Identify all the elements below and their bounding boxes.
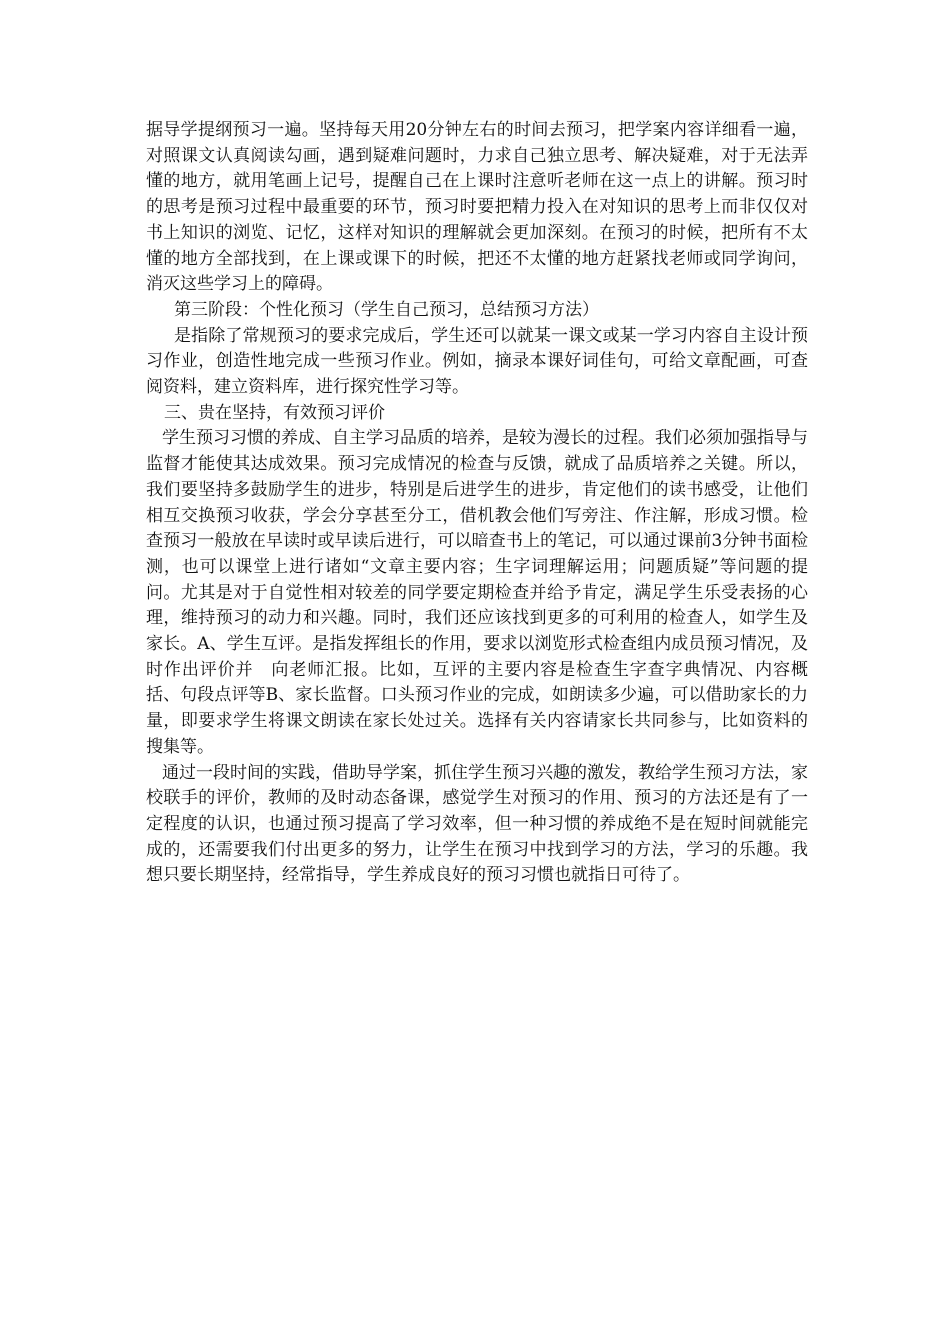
paragraph-conclusion: 通过一段时间的实践，借助导学案，抓住学生预习兴趣的激发，教给学生预习方法，家校联手的评价，教师的及时动态备课，感觉学生对预习的作用、预习的方法还是有了一定程度的认识，也通过预习提高了学习效率，但一种习惯的养成绝不是在短时间就能完成的，还需要我们付出更多的努力，让学生在预习中找到学习的方法，学习的乐趣。我想只要长期坚持，经常指导，学生养成良好的预习习惯也就指日可待了。 [146, 762, 808, 886]
document-body [146, 118, 808, 889]
paragraph-personalized-preview: 是指除了常规预习的要求完成后，学生还可以就某一课文或某一学习内容自主设计预习作业，创造性地完成一些预习作业。例如，摘录本课好词佳句，可给文章配画，可查阅资料，建立资料库，进行探究性学习等。 [146, 325, 808, 398]
paragraph-evaluation: 学生预习习惯的养成、自主学习品质的培养，是较为漫长的过程。我们必须加强指导与监督才能使其达成效果。预习完成情况的检查与反馈，就成了品质培养之关键。所以，我们要坚持多鼓励学生的进步，特别是后进学生的进步，肯定他们的读书感受，让他们相互交换预习收获，学会分享甚至分工，借机教会他们写旁注、作注解，形成习惯。检查预习一般放在早读时或早读后进行，可以暗查书上的笔记，可以通过课前3分钟书面检测，也可以课堂上进行诸如“文章主要内容；生字词理解运用；问题质疑”等问题的提问。尤其是对于自觉性相对较差的同学要定期检查并给予肯定，满足学生乐受表扬的心理，维持预习的动力和兴趣。同时，我们还应该找到更多的可利用的检查人，如学生及家长。A、学生互评。是指发挥组长的作用，要求以浏览形式检查组内成员预习情况，及时作出评价并 向老师汇报。比如，互评的主要内容是检查生字查字典情况、内容概括、句段点评等B、家长监督。口头预习作业的完成，如朗读多少遍，可以借助家长的力量，即要求学生将课文朗读在家长处过关。选择有关内容请家长共同参与，比如资料的搜集等。 [146, 428, 808, 757]
paragraph-preview-method: 据导学提纲预习一遍。坚持每天用20分钟左右的时间去预习，把学案内容详细看一遍，对照课文认真阅读勾画，遇到疑难问题时，力求自己独立思考、解决疑难，对于无法弄懂的地方，就用笔画上记号，提醒自己在上课时注意听老师在这一点上的讲解。预习时的思考是预习过程中最重要的环节，预习时要把精力投入在对知识的思考上而非仅仅对书上知识的浏览、记忆，这样对知识的理解就会更加深刻。在预习的时候，把所有不太懂的地方全部找到，在上课或课下的时候，把还不太懂的地方赶紧找老师或同学询问，消灭这些学习上的障碍。 [146, 120, 808, 295]
heading-stage-three: 第三阶段：个性化预习（学生自己预习，总结预习方法） [174, 299, 599, 320]
section-heading-persistence: 三、贵在坚持，有效预习评价 [164, 402, 385, 423]
